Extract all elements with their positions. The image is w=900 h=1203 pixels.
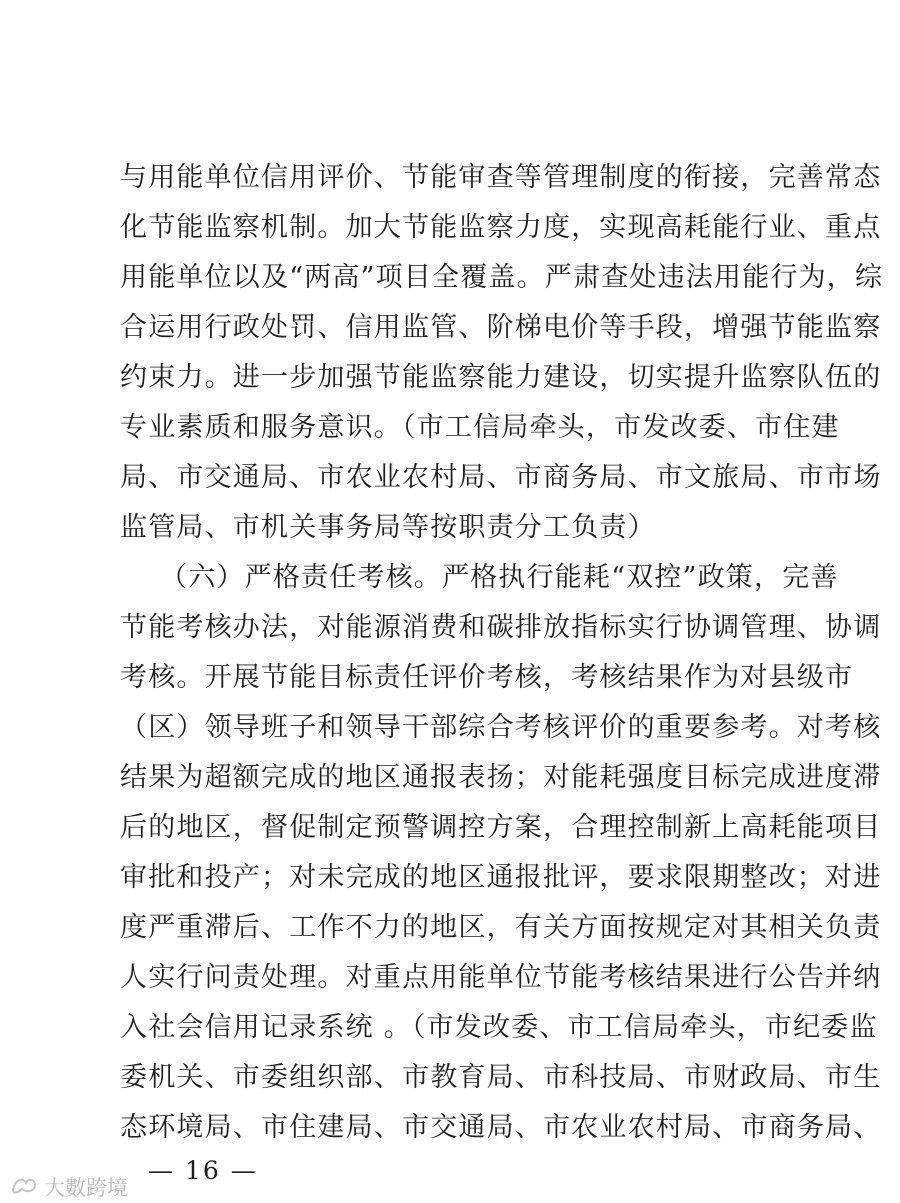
paragraph-line-14: 后的地区，督促制定预警调控方案，合理控制新上高耗能项目 [120, 812, 882, 843]
paragraph-line-11: 考核。开展节能目标责任评价考核，考核结果作为对县级市 [120, 662, 854, 693]
page-number: — 16 — [148, 1156, 258, 1185]
paragraph-line-18: 入社会信用记录系统 。（市发改委、市工信局牵头，市纪委监 [120, 1012, 878, 1043]
paragraph-line-5: 约束力。进一步加强节能监察能力建设，切实提升监察队伍的 [120, 362, 882, 393]
paragraph-line-19: 委机关、市委组织部、市教育局、市科技局、市财政局、市生 [120, 1062, 882, 1093]
paragraph-line-12: （区）领导班子和领导干部综合考核评价的重要参考。对考核 [120, 712, 882, 743]
paragraph-line-4: 合运用行政处罚、信用监管、阶梯电价等手段，增强节能监察 [120, 312, 882, 343]
paragraph-line-16: 度严重滞后、工作不力的地区，有关方面按规定对其相关负责 [120, 912, 882, 943]
paragraph-line-1: 与用能单位信用评价、节能审查等管理制度的衔接，完善常态 [120, 162, 882, 193]
paragraph-line-13: 结果为超额完成的地区通报表扬；对能耗强度目标完成进度滞 [120, 762, 882, 793]
paragraph-line-6: 专业素质和服务意识。（市工信局牵头，市发改委、市住建 [120, 412, 840, 443]
watermark [10, 1172, 128, 1202]
watermark-text: 大數跨境 [44, 1176, 128, 1200]
paragraph-line-15: 审批和投产；对未完成的地区通报批评，要求限期整改；对进 [120, 862, 882, 893]
paragraph-line-3: 用能单位以及“两高”项目全覆盖。严肃查处违法用能行为，综 [120, 262, 884, 293]
brand-logo-icon [10, 1174, 38, 1201]
section-heading-line: （六）严格责任考核。严格执行能耗“双控”政策，完善 [160, 562, 839, 593]
paragraph-line-20: 态环境局、市住建局、市交通局、市农业农村局、市商务局、 [120, 1112, 882, 1143]
paragraph-line-17: 人实行问责处理。对重点用能单位节能考核结果进行公告并纳 [120, 962, 882, 993]
paragraph-line-10: 节能考核办法，对能源消费和碳排放指标实行协调管理、协调 [120, 612, 882, 643]
paragraph-line-7: 局、市交通局、市农业农村局、市商务局、市文旅局、市市场 [120, 462, 882, 493]
paragraph-line-8: 监管局、市机关事务局等按职责分工负责） [120, 512, 656, 543]
paragraph-line-2: 化节能监察机制。加大节能监察力度，实现高耗能行业、重点 [120, 212, 882, 243]
